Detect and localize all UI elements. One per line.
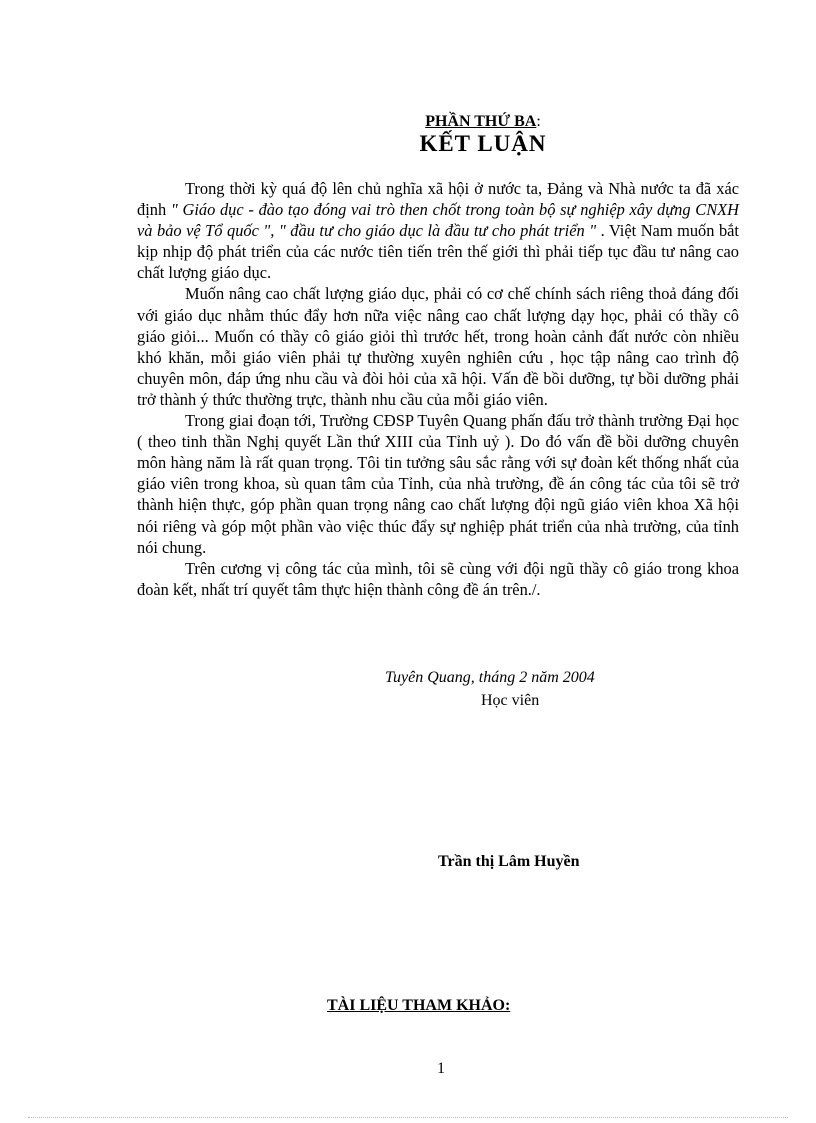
paragraph-4: Trên cương vị công tác của mình, tôi sẽ cùng với đội ngũ thầy cô giáo trong khoa đoàn kết, nhất trí quyết tâm thực hiện thành công đề án trên./.: [137, 558, 739, 599]
conclusion-body: [137, 178, 739, 600]
part-colon: :: [536, 113, 541, 130]
page-title: KẾT LUẬN: [419, 131, 547, 156]
footer-dotted-line: [28, 1117, 788, 1118]
paragraph-2: Muốn nâng cao chất lượng giáo dục, phải có cơ chế chính sách riêng thoả đáng đối với giáo dục nhằm thúc đẩy hơn nữa việc nâng cao chất lượng dạy học, phải có thầy cô giáo giỏi... Muốn có thầy cô giáo giỏi thì trước hết, trong hoàn cảnh đất nước còn nhiều khó khăn, mỗi giáo viên phải tự thường xuyên nghiên cứu , học tập nâng cao trình độ chuyên môn, đáp ứng nhu cầu và đòi hỏi của xã hội. Vấn đề bồi dưỡng, tự bồi dưỡng phải trở thành ý thức thường trực, thành nhu cầu của mỗi giáo viên.: [137, 284, 739, 409]
part-heading: [0, 113, 816, 131]
paragraph-3: Trong giai đoạn tới, Trường CĐSP Tuyên Quang phấn đấu trở thành trường Đại học ( theo tinh thần Nghị quyết Lần thứ XIII của Tỉnh uỷ ). Do đó vấn đề bồi dưỡng chuyên môn hàng năm là rất quan trọng. Tôi tin tưởng sâu sắc rằng với sự đoàn kết thống nhất của giáo viên trong khoa, sù quan tâm của Tỉnh, của nhà trường, đề án công tác của tôi sẽ trở thành hiện thực, góp phần quan trọng nâng cao chất lượng đội ngũ giáo viên khoa Xã hội nói riêng và góp một phần vào việc thúc đẩy sự nghiệp phát triển của nhà trường, của tỉnh nói chung.: [137, 411, 739, 557]
paragraph-1: [137, 178, 739, 283]
paragraph-1-intro: Trong thời kỳ quá độ lên chủ nghĩa xã hội ở nước ta, Đảng và Nhà nước ta đã xác định: [137, 179, 739, 220]
paragraph-1-quote: " Giáo dục - đào tạo đóng vai trò then chốt trong toàn bộ sự nghiệp xây dựng CNXH và bảo vệ Tổ quốc ", " đầu tư cho giáo dục là đầu tư cho phát triển ": [137, 200, 739, 241]
page-number: 1: [437, 1060, 445, 1077]
paragraph-1-rest: . Việt Nam muốn bắt kịp nhịp độ phát triển của các nước tiên tiến trên thế giới thì phải tiếp tục đầu tư nâng cao chất lượng giáo dục.: [137, 221, 739, 283]
signer-role: Học viên: [481, 692, 540, 709]
place-date: Tuyên Quang, tháng 2 năm 2004: [385, 669, 595, 686]
part-label: PHẦN THỨ BA: [425, 113, 537, 130]
references-heading: TÀI LIỆU THAM KHẢO:: [327, 997, 511, 1014]
signer-name: Trần thị Lâm Huyền: [438, 853, 580, 870]
